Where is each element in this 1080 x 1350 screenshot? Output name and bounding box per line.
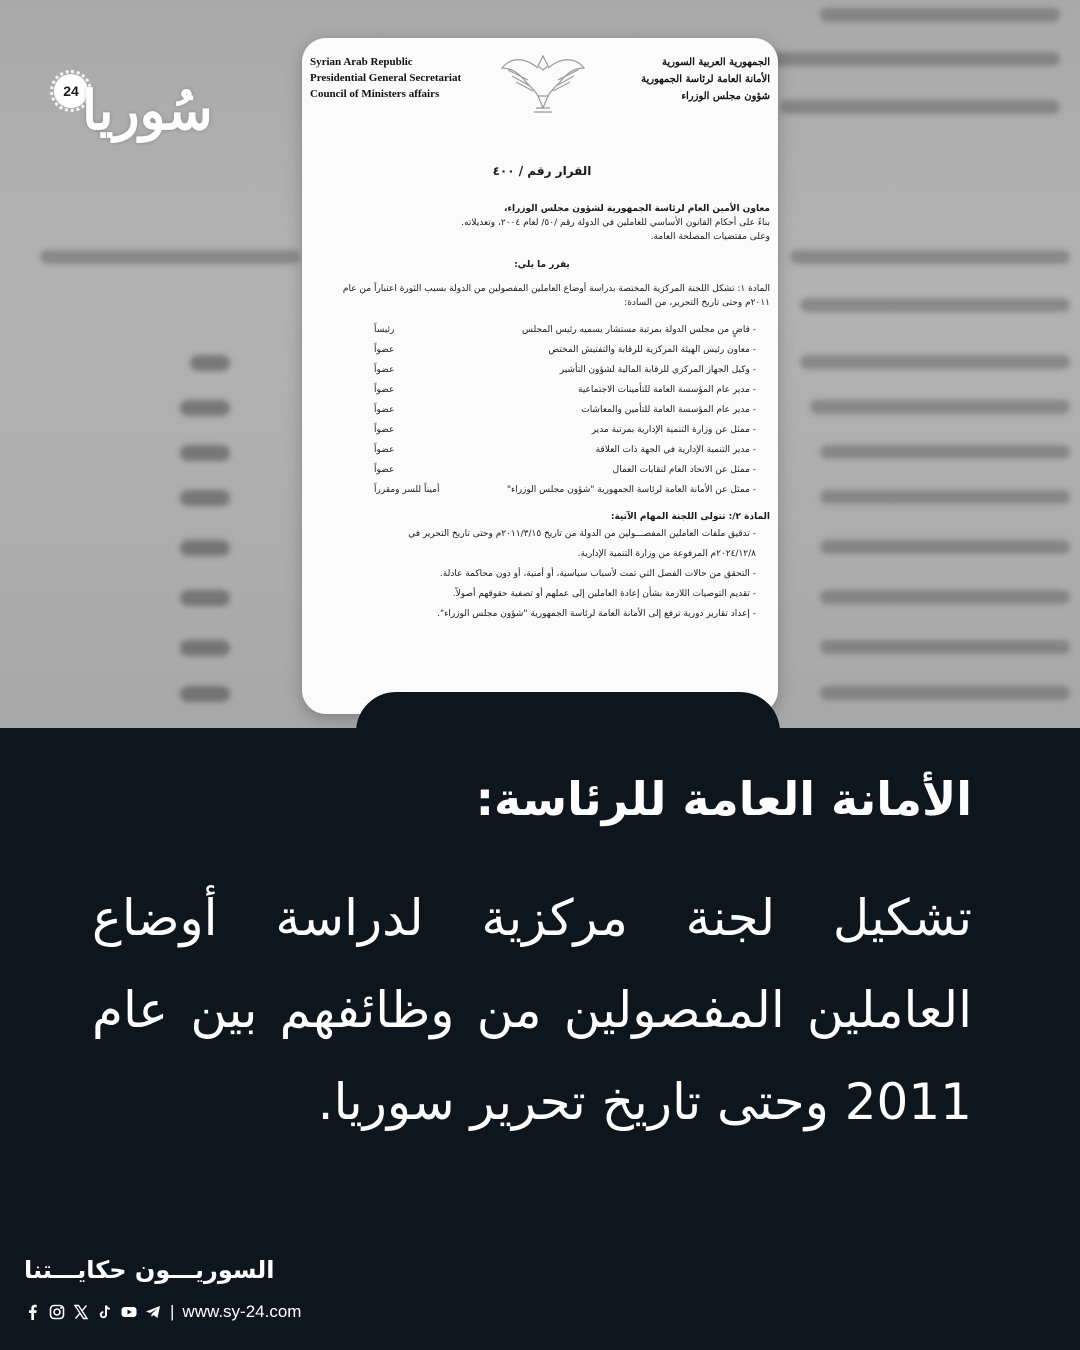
committee-task: - تقديم التوصيات اللازمة بشأن إعادة العاملين إلى عملهم أو تصفية حقوقهم أصولاً.: [452, 589, 756, 599]
decision-basis: بناءً على أحكام القانون الأساسي للعاملين في الدولة رقم /٥٠/ لعام ٢٠٠٤، وتعديلاته.: [461, 218, 770, 228]
article-2-text: المادة ٢/: تتولى اللجنة المهام الآتية:: [610, 512, 770, 522]
footer-separator: |: [170, 1302, 175, 1321]
member-role: عضواً: [374, 345, 395, 355]
member-role: أميناً للسر ومقرراً: [374, 485, 440, 495]
member-name: - معاون رئيس الهيئة المركزية للرقابة والتفتيش المختص: [548, 345, 756, 355]
member-role: رئيساً: [374, 325, 395, 335]
decision-title: القرار رقم / ٤٠٠: [492, 164, 592, 178]
committee-task: ٢٠٢٤/١٢/٨م المرفوعة من وزارة التنمية الإدارية.: [577, 549, 756, 559]
instagram-icon[interactable]: [48, 1303, 66, 1321]
logo-text: سُوريا: [82, 78, 213, 142]
decision-basis: وعلى مقتضيات المصلحة العامة.: [650, 232, 770, 242]
subheadline: تشكيل لجنة مركزية لدراسة أوضاع العاملين المفصولين من وظائفهم بين عام 2011 وحتى تاريخ تحرير سوريا.: [92, 889, 972, 1131]
member-role: عضواً: [374, 365, 395, 375]
committee-member-row: [314, 320, 770, 340]
member-role: عضواً: [374, 445, 395, 455]
logo-badge: 24: [54, 74, 88, 108]
document-header-arabic: [641, 54, 770, 105]
committee-task: - إعداد تقارير دورية ترفع إلى الأمانة العامة لرئاسة الجمهورية "شؤون مجلس الوزراء".: [437, 609, 756, 619]
committee-member-row: [314, 440, 770, 460]
document-body: [314, 164, 770, 624]
committee-member-row: [314, 340, 770, 360]
brand-logo: [52, 68, 272, 158]
committee-member-row: [314, 380, 770, 400]
doc-header-ar-line: الأمانة العامة لرئاسة الجمهورية: [641, 74, 770, 85]
member-name: - ممثل عن الاتحاد العام لنقابات العمال: [612, 465, 756, 475]
decision-issuer: معاون الأمين العام لرئاسة الجمهورية لشؤون مجلس الوزراء،: [503, 204, 770, 214]
committee-member-row: [314, 420, 770, 440]
tiktok-icon[interactable]: [96, 1303, 114, 1321]
doc-header-ar-line: الجمهورية العربية السورية: [662, 57, 770, 68]
member-role: عضواً: [374, 425, 395, 435]
member-name: - قاضٍ من مجلس الدولة بمرتبة مستشار يسميه رئيس المجلس: [522, 325, 756, 335]
member-name: - وكيل الجهاز المركزي للرقابة المالية لشؤون التأشير: [559, 365, 756, 375]
committee-task: - تدقيق ملفات العاملين المفصـــولين من الدولة من تاريخ ٢٠١١/٣/١٥م وحتى تاريخ التحرير في: [408, 529, 756, 539]
doc-header-en-line: Council of Ministers affairs: [310, 88, 440, 100]
doc-header-en-line: Presidential General Secretariat: [310, 72, 462, 84]
website-link[interactable]: www.sy-24.com: [182, 1302, 302, 1321]
doc-header-ar-line: شؤون مجلس الوزراء: [681, 91, 770, 102]
committee-member-row: [314, 460, 770, 480]
decision-document-image: [302, 38, 778, 714]
member-name: - مدير عام المؤسسة العامة للتأمينات الاجتماعية: [578, 385, 756, 395]
committee-task: - التحقق من حالات الفصل التي تمت لأسباب سياسية، أو أمنية، أو دون محاكمة عادلة.: [439, 569, 756, 579]
article-1-text: ٢٠١١م وحتى تاريخ التحرير، من السادة:: [624, 298, 770, 308]
member-role: عضواً: [374, 385, 395, 395]
telegram-icon[interactable]: [144, 1303, 162, 1321]
member-name: - مدير التنمية الإدارية في الجهة ذات العلاقة: [595, 445, 756, 455]
facebook-icon[interactable]: [24, 1303, 42, 1321]
headline: الأمانة العامة للرئاسة:: [475, 772, 972, 826]
x-icon[interactable]: [72, 1303, 90, 1321]
member-role: عضواً: [374, 405, 395, 415]
youtube-icon[interactable]: [120, 1303, 138, 1321]
document-header-english: [310, 54, 461, 102]
committee-member-row: [314, 360, 770, 380]
social-footer: [24, 1302, 301, 1322]
member-role: عضواً: [374, 465, 395, 475]
committee-member-row: [314, 400, 770, 420]
committee-member-row: [314, 480, 770, 500]
eagle-emblem-icon: [498, 46, 588, 116]
member-name: - مدير عام المؤسسة العامة للتأمين والمعاشات: [581, 405, 756, 415]
brand-slogan: السوريـــون حكايـــتنا: [24, 1256, 275, 1284]
member-name: - ممثل عن الأمانة العامة لرئاسة الجمهورية "شؤون مجلس الوزراء": [506, 485, 756, 495]
panel-tab: [356, 692, 780, 752]
member-name: - ممثل عن وزارة التنمية الإدارية بمرتبة مدير: [591, 425, 756, 435]
article-1-text: المادة ١: تشكل اللجنة المركزية المختصة بدراسة أوضاع العاملين المفصولين من الدولة بسبب الثورة اعتباراً من عام: [342, 284, 770, 294]
decision-decides: يقرر ما يلي:: [514, 260, 570, 270]
doc-header-en-line: Syrian Arab Republic: [310, 56, 413, 68]
